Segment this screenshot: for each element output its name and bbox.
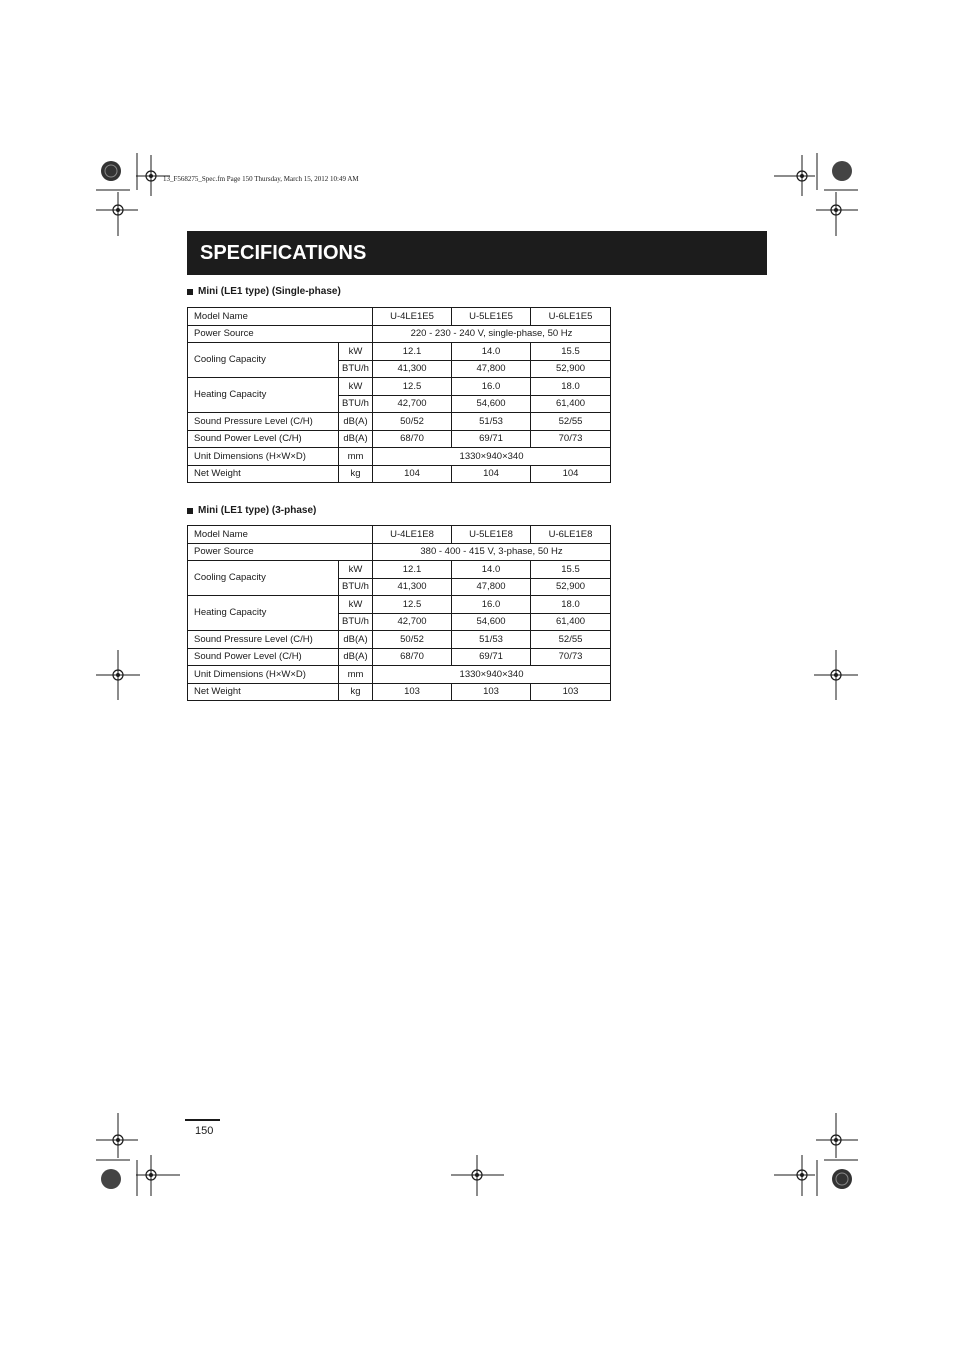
table-row bbox=[188, 430, 611, 448]
table-row bbox=[188, 666, 611, 684]
table-cell: 47,800 bbox=[452, 578, 531, 596]
table-cell: 54,600 bbox=[452, 395, 531, 413]
row-label: Model Name bbox=[188, 526, 373, 544]
unit-cell: BTU/h bbox=[339, 395, 373, 413]
table-row bbox=[188, 378, 611, 396]
unit-cell: kW bbox=[339, 561, 373, 579]
row-label: Cooling Capacity bbox=[188, 561, 339, 596]
table-row bbox=[188, 465, 611, 483]
unit-cell: kW bbox=[339, 378, 373, 396]
unit-cell: dB(A) bbox=[339, 631, 373, 649]
row-label: Model Name bbox=[188, 308, 373, 326]
table-cell: 47,800 bbox=[452, 360, 531, 378]
table-cell: 103 bbox=[452, 683, 531, 701]
table-cell: 41,300 bbox=[373, 360, 452, 378]
table-cell: 54,600 bbox=[452, 613, 531, 631]
table-cell: 1330×940×340 bbox=[373, 666, 611, 684]
table-row bbox=[188, 561, 611, 579]
table-cell: 69/71 bbox=[452, 648, 531, 666]
table-cell: 52,900 bbox=[531, 578, 611, 596]
table-cell: 220 - 230 - 240 V, single-phase, 50 Hz bbox=[373, 325, 611, 343]
table-cell: 42,700 bbox=[373, 395, 452, 413]
table-cell: U-6LE1E5 bbox=[531, 308, 611, 326]
section-heading-single-phase: Mini (LE1 type) (Single-phase) bbox=[187, 286, 341, 297]
row-label: Sound Power Level (C/H) bbox=[188, 648, 339, 666]
row-label: Net Weight bbox=[188, 465, 339, 483]
row-label: Heating Capacity bbox=[188, 596, 339, 631]
table-cell: 50/52 bbox=[373, 413, 452, 431]
table-cell: U-5LE1E5 bbox=[452, 308, 531, 326]
table-cell: 68/70 bbox=[373, 648, 452, 666]
row-label: Sound Pressure Level (C/H) bbox=[188, 413, 339, 431]
page-title-bar bbox=[187, 231, 767, 275]
table-cell: U-6LE1E8 bbox=[531, 526, 611, 544]
table-cell: 70/73 bbox=[531, 430, 611, 448]
table-cell: 15.5 bbox=[531, 561, 611, 579]
table-cell: 103 bbox=[373, 683, 452, 701]
table-row bbox=[188, 343, 611, 361]
unit-cell: mm bbox=[339, 666, 373, 684]
table-cell: 103 bbox=[531, 683, 611, 701]
table-row bbox=[188, 325, 611, 343]
table-cell: 61,400 bbox=[531, 395, 611, 413]
table-cell: 61,400 bbox=[531, 613, 611, 631]
page-title: SPECIFICATIONS bbox=[200, 241, 367, 264]
row-label: Sound Power Level (C/H) bbox=[188, 430, 339, 448]
row-label: Net Weight bbox=[188, 683, 339, 701]
table-row bbox=[188, 448, 611, 466]
table-cell: 12.5 bbox=[373, 378, 452, 396]
table-cell: 52/55 bbox=[531, 413, 611, 431]
unit-cell: dB(A) bbox=[339, 430, 373, 448]
spec-table-3-phase bbox=[187, 525, 611, 701]
table-cell: 69/71 bbox=[452, 430, 531, 448]
table-cell: 51/53 bbox=[452, 413, 531, 431]
unit-cell: mm bbox=[339, 448, 373, 466]
table-cell: 68/70 bbox=[373, 430, 452, 448]
table-cell: U-5LE1E8 bbox=[452, 526, 531, 544]
table-cell: 14.0 bbox=[452, 343, 531, 361]
table-cell: 12.1 bbox=[373, 561, 452, 579]
table-row bbox=[188, 631, 611, 649]
page-number-rule bbox=[185, 1119, 220, 1121]
table-cell: 16.0 bbox=[452, 378, 531, 396]
table-cell: 15.5 bbox=[531, 343, 611, 361]
table-cell: 50/52 bbox=[373, 631, 452, 649]
table-cell: 14.0 bbox=[452, 561, 531, 579]
table-row bbox=[188, 413, 611, 431]
row-label: Unit Dimensions (H×W×D) bbox=[188, 448, 339, 466]
table-cell: 12.5 bbox=[373, 596, 452, 614]
unit-cell: BTU/h bbox=[339, 360, 373, 378]
row-label: Unit Dimensions (H×W×D) bbox=[188, 666, 339, 684]
unit-cell: BTU/h bbox=[339, 578, 373, 596]
table-row bbox=[188, 683, 611, 701]
table-cell: 104 bbox=[373, 465, 452, 483]
table-row bbox=[188, 543, 611, 561]
table-cell: 380 - 400 - 415 V, 3-phase, 50 Hz bbox=[373, 543, 611, 561]
table-cell: 12.1 bbox=[373, 343, 452, 361]
table-row bbox=[188, 648, 611, 666]
table-row bbox=[188, 526, 611, 544]
table-cell: 18.0 bbox=[531, 378, 611, 396]
unit-cell: kW bbox=[339, 596, 373, 614]
table-cell: U-4LE1E8 bbox=[373, 526, 452, 544]
unit-cell: dB(A) bbox=[339, 413, 373, 431]
table-cell: 51/53 bbox=[452, 631, 531, 649]
page-number: 150 bbox=[195, 1125, 214, 1137]
unit-cell: dB(A) bbox=[339, 648, 373, 666]
row-label: Power Source bbox=[188, 325, 373, 343]
table-row bbox=[188, 308, 611, 326]
table-cell: 52,900 bbox=[531, 360, 611, 378]
unit-cell: kW bbox=[339, 343, 373, 361]
table-cell: 104 bbox=[452, 465, 531, 483]
table-cell: 104 bbox=[531, 465, 611, 483]
row-label: Heating Capacity bbox=[188, 378, 339, 413]
row-label: Sound Pressure Level (C/H) bbox=[188, 631, 339, 649]
row-label: Cooling Capacity bbox=[188, 343, 339, 378]
table-cell: 16.0 bbox=[452, 596, 531, 614]
unit-cell: BTU/h bbox=[339, 613, 373, 631]
table-cell: 70/73 bbox=[531, 648, 611, 666]
table-cell: 52/55 bbox=[531, 631, 611, 649]
table-cell: 1330×940×340 bbox=[373, 448, 611, 466]
table-cell: 41,300 bbox=[373, 578, 452, 596]
table-cell: 42,700 bbox=[373, 613, 452, 631]
spec-table-single-phase bbox=[187, 307, 611, 483]
square-bullet-icon bbox=[187, 289, 193, 295]
row-label: Power Source bbox=[188, 543, 373, 561]
file-stamp: 13_F568275_Spec.fm Page 150 Thursday, March 15, 2012 10:49 AM bbox=[163, 175, 359, 183]
table-cell: U-4LE1E5 bbox=[373, 308, 452, 326]
section-heading-3-phase: Mini (LE1 type) (3-phase) bbox=[187, 505, 316, 516]
unit-cell: kg bbox=[339, 465, 373, 483]
unit-cell: kg bbox=[339, 683, 373, 701]
table-row bbox=[188, 596, 611, 614]
square-bullet-icon bbox=[187, 508, 193, 514]
table-cell: 18.0 bbox=[531, 596, 611, 614]
